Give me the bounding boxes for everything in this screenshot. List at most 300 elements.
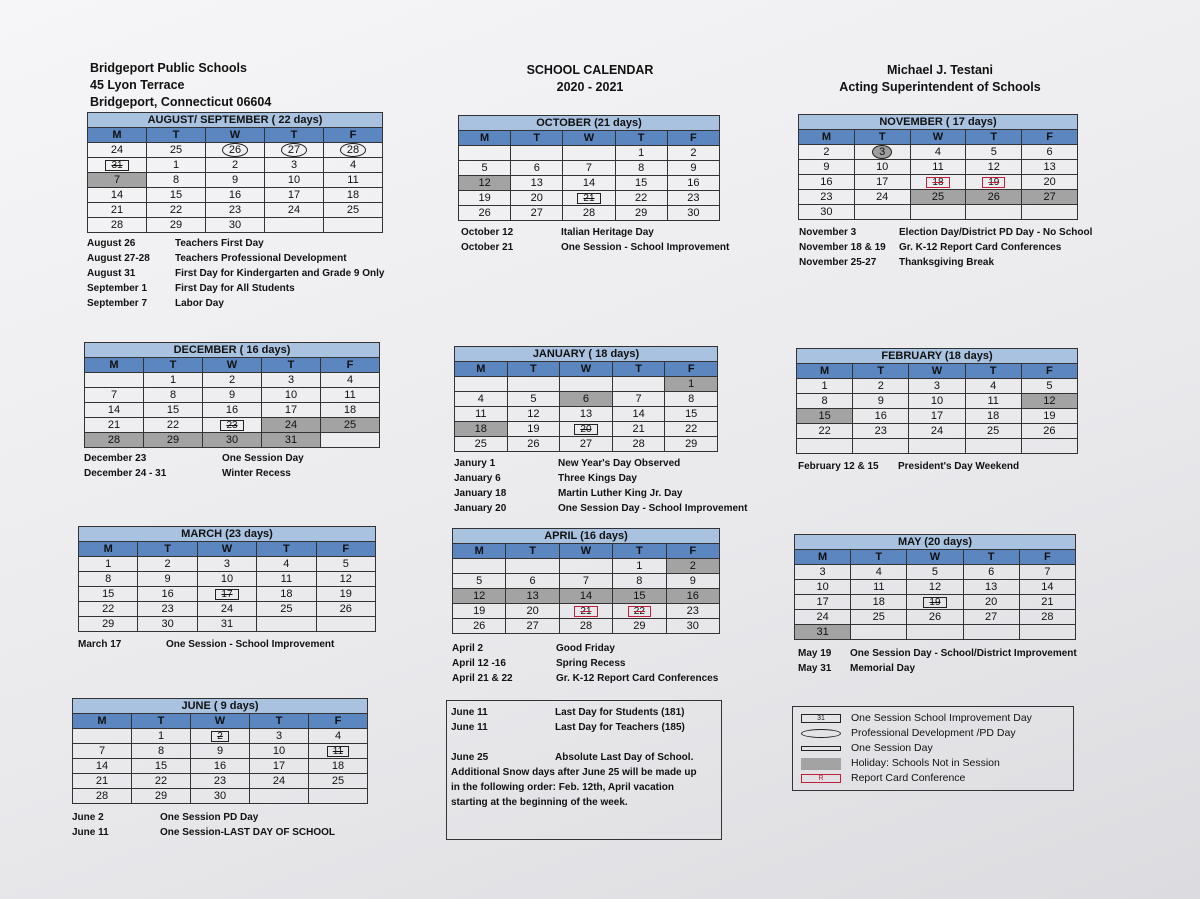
note-row (454, 486, 748, 501)
day-cell: 12 (507, 407, 560, 422)
day-cell: 5 (1021, 379, 1077, 394)
day-cell: 16 (667, 176, 719, 191)
weekday-label: F (316, 542, 375, 557)
day-cell (612, 377, 665, 392)
day-cell: 5 (966, 145, 1022, 160)
day-cell: 13 (560, 407, 613, 422)
day-cell: 7 (73, 744, 132, 759)
day-cell: 3 (909, 379, 965, 394)
weekday-label: F (666, 544, 719, 559)
day-cell: 23 (853, 424, 909, 439)
day-cell: 24 (265, 203, 324, 218)
day-cell: 9 (203, 388, 262, 403)
day-cell: 11 (324, 173, 383, 188)
note-date: August 26 (87, 238, 136, 249)
day-cell: 4 (851, 565, 907, 580)
day-cell: 1 (665, 377, 718, 392)
day-cell: 12 (1021, 394, 1077, 409)
day-cell: 27 (1022, 190, 1078, 205)
note-text: Martin Luther King Jr. Day (558, 488, 683, 499)
day-cell: 3 (250, 729, 309, 744)
week-row (453, 574, 720, 589)
day-number: 18 (926, 177, 949, 188)
weekday-label: T (250, 714, 309, 729)
day-cell: 14 (559, 589, 612, 604)
note-text: Last Day for Teachers (185) (555, 722, 685, 733)
week-row (88, 218, 383, 233)
day-cell: 24 (854, 190, 910, 205)
month-october (458, 115, 720, 221)
note-date: June 25 (451, 752, 489, 763)
day-cell: 16 (191, 759, 250, 774)
month-table (72, 698, 368, 804)
day-cell (321, 433, 380, 448)
week-row (795, 610, 1076, 625)
month-march (78, 526, 376, 632)
day-cell: 19 (507, 422, 560, 437)
day-cell: 1 (615, 146, 667, 161)
note-row (84, 451, 304, 466)
day-cell (563, 191, 615, 206)
day-cell: 18 (851, 595, 907, 610)
snow-day-line: starting at the beginning of the week. (451, 797, 628, 808)
note-text: First Day for All Students (175, 283, 295, 294)
day-cell: 9 (667, 161, 719, 176)
day-cell: 18 (965, 409, 1021, 424)
day-cell: 9 (799, 160, 855, 175)
day-cell: 19 (459, 191, 511, 206)
day-cell: 12 (966, 160, 1022, 175)
notes-february (798, 459, 1019, 474)
week-row (795, 565, 1076, 580)
day-cell: 31 (795, 625, 851, 640)
day-cell (851, 625, 907, 640)
day-cell: 11 (851, 580, 907, 595)
day-cell: 16 (138, 587, 197, 602)
note-text: Good Friday (556, 643, 615, 654)
day-cell: 22 (665, 422, 718, 437)
day-cell: 24 (262, 418, 321, 433)
day-cell (265, 143, 324, 158)
week-row (73, 774, 368, 789)
note-text: Teachers First Day (175, 238, 264, 249)
day-cell: 13 (1022, 160, 1078, 175)
weekday-label: T (854, 130, 910, 145)
note-row (454, 456, 748, 471)
day-cell (797, 439, 853, 454)
week-row (79, 557, 376, 572)
day-cell (907, 625, 963, 640)
weekday-row (73, 714, 368, 729)
day-cell: 2 (799, 145, 855, 160)
note-text: One Session PD Day (160, 812, 259, 823)
day-cell: 12 (907, 580, 963, 595)
day-cell: 31 (197, 617, 256, 632)
week-row (459, 206, 720, 221)
day-cell: 5 (316, 557, 375, 572)
day-cell: 25 (324, 203, 383, 218)
month-table (452, 528, 720, 634)
day-cell: 11 (455, 407, 508, 422)
week-row (797, 409, 1078, 424)
day-cell: 4 (324, 158, 383, 173)
snow-day-line: Additional Snow days after June 25 will be made up (451, 767, 697, 778)
day-cell: 18 (321, 403, 380, 418)
day-cell: 26 (966, 190, 1022, 205)
day-cell: 23 (799, 190, 855, 205)
note-row (452, 656, 718, 671)
day-cell: 29 (615, 206, 667, 221)
day-cell: 8 (797, 394, 853, 409)
note-row (72, 825, 335, 840)
district-street: 45 Lyon Terrace (90, 78, 185, 92)
note-date: February 12 & 15 (798, 461, 879, 472)
weekday-label: T (612, 362, 665, 377)
month-title: APRIL (16 days) (453, 529, 720, 544)
last-day-box (446, 700, 722, 840)
week-row (799, 160, 1078, 175)
day-cell: 30 (138, 617, 197, 632)
weekday-label: M (459, 131, 511, 146)
day-number: 2 (211, 731, 229, 742)
day-cell (854, 205, 910, 220)
week-row (79, 617, 376, 632)
day-cell: 29 (132, 789, 191, 804)
day-cell (206, 143, 265, 158)
month-june (72, 698, 368, 804)
superintendent-block (820, 62, 1060, 96)
note-text: One Session Day - School/District Improvement (850, 648, 1077, 659)
month-title: AUGUST/ SEPTEMBER ( 22 days) (88, 113, 383, 128)
weekday-row (795, 550, 1076, 565)
day-cell: 22 (797, 424, 853, 439)
month-table (454, 346, 718, 452)
day-cell: 28 (85, 433, 144, 448)
weekday-label: W (203, 358, 262, 373)
week-row (88, 203, 383, 218)
month-aug-sep (87, 112, 383, 233)
week-row (799, 145, 1078, 160)
day-cell: 7 (85, 388, 144, 403)
weekday-label: T (511, 131, 563, 146)
month-table (798, 114, 1078, 220)
week-row (79, 602, 376, 617)
day-cell: 12 (459, 176, 511, 191)
day-cell: 4 (455, 392, 508, 407)
weekday-label: M (455, 362, 508, 377)
day-cell: 9 (666, 574, 719, 589)
day-cell: 29 (147, 218, 206, 233)
note-text: New Year's Day Observed (558, 458, 681, 469)
weekday-row (453, 544, 720, 559)
note-date: June 11 (451, 707, 488, 718)
day-cell: 3 (795, 565, 851, 580)
day-cell (459, 146, 511, 161)
note-date: November 25-27 (799, 257, 877, 268)
week-row (799, 175, 1078, 190)
weekday-label: T (507, 362, 560, 377)
day-cell: 25 (309, 774, 368, 789)
day-cell: 10 (909, 394, 965, 409)
weekday-label: F (665, 362, 718, 377)
week-row (88, 188, 383, 203)
day-cell: 8 (79, 572, 138, 587)
day-cell: 15 (797, 409, 853, 424)
weekday-label: F (1021, 364, 1077, 379)
day-number: 21 (577, 193, 600, 204)
week-row (455, 437, 718, 452)
day-cell: 24 (909, 424, 965, 439)
day-cell: 27 (963, 610, 1019, 625)
week-row (455, 422, 718, 437)
week-row (88, 173, 383, 188)
note-text: One Session Day - School Improvement (558, 503, 748, 514)
weekday-label: T (262, 358, 321, 373)
day-cell (455, 377, 508, 392)
day-cell: 14 (612, 407, 665, 422)
day-cell: 14 (563, 176, 615, 191)
month-title: OCTOBER (21 days) (459, 116, 720, 131)
weekday-label: F (309, 714, 368, 729)
week-row (88, 158, 383, 173)
day-cell (853, 439, 909, 454)
week-row (453, 589, 720, 604)
weekday-label: M (797, 364, 853, 379)
weekday-label: M (795, 550, 851, 565)
week-row (85, 373, 380, 388)
month-table (87, 112, 383, 233)
note-row (87, 236, 385, 251)
week-row (85, 388, 380, 403)
day-cell (309, 789, 368, 804)
day-number: 19 (923, 597, 946, 608)
day-cell (203, 418, 262, 433)
day-cell (309, 744, 368, 759)
day-cell: 26 (459, 206, 511, 221)
day-cell: 17 (909, 409, 965, 424)
day-cell (1021, 439, 1077, 454)
notes-june (72, 810, 335, 840)
day-cell: 28 (73, 789, 132, 804)
note-row (87, 251, 385, 266)
weekday-label: T (966, 130, 1022, 145)
day-number: 3 (872, 145, 892, 159)
note-date: December 24 - 31 (84, 468, 167, 479)
month-title: NOVEMBER ( 17 days) (799, 115, 1078, 130)
day-cell: 10 (854, 160, 910, 175)
month-february (796, 348, 1078, 454)
day-cell: 23 (138, 602, 197, 617)
note-date: December 23 (84, 453, 147, 464)
week-row (797, 379, 1078, 394)
notes-march (78, 637, 334, 652)
day-number: 28 (340, 143, 366, 157)
day-cell: 5 (507, 392, 560, 407)
weekday-label: T (965, 364, 1021, 379)
day-cell: 26 (507, 437, 560, 452)
legend-item (801, 711, 1065, 726)
note-row (87, 266, 385, 281)
month-title: MARCH (23 days) (79, 527, 376, 542)
notes-october (461, 225, 729, 255)
note-row (87, 296, 385, 311)
weekday-row (797, 364, 1078, 379)
day-cell: 29 (144, 433, 203, 448)
legend-label: Professional Development /PD Day (851, 727, 1016, 739)
weekday-label: T (963, 550, 1019, 565)
note-row (72, 810, 335, 825)
month-title: FEBRUARY (18 days) (797, 349, 1078, 364)
day-cell: 15 (132, 759, 191, 774)
day-cell: 29 (665, 437, 718, 452)
weekday-row (85, 358, 380, 373)
day-cell (966, 175, 1022, 190)
day-cell: 18 (455, 422, 508, 437)
month-title: DECEMBER ( 16 days) (85, 343, 380, 358)
day-cell: 28 (612, 437, 665, 452)
week-row (795, 625, 1076, 640)
week-row (799, 190, 1078, 205)
day-cell: 8 (615, 161, 667, 176)
day-cell (73, 729, 132, 744)
day-number: 20 (574, 424, 597, 435)
day-cell: 28 (563, 206, 615, 221)
legend-label: One Session School Improvement Day (851, 712, 1032, 724)
weekday-row (799, 130, 1078, 145)
day-cell: 8 (665, 392, 718, 407)
day-cell: 30 (666, 619, 719, 634)
day-cell: 16 (853, 409, 909, 424)
note-date: June 2 (72, 812, 104, 823)
note-text: Gr. K-12 Report Card Conferences (556, 673, 719, 684)
day-cell: 26 (907, 610, 963, 625)
day-cell: 3 (197, 557, 256, 572)
day-cell (265, 218, 324, 233)
day-cell: 26 (453, 619, 506, 634)
day-cell (506, 559, 559, 574)
day-cell: 18 (309, 759, 368, 774)
day-cell: 2 (667, 146, 719, 161)
calendar-title: SCHOOL CALENDAR (526, 63, 654, 77)
day-cell (563, 146, 615, 161)
day-cell: 23 (666, 604, 719, 619)
month-title: JANUARY ( 18 days) (455, 347, 718, 362)
district-address (90, 60, 271, 111)
day-number: 21 (574, 606, 597, 617)
day-cell: 19 (316, 587, 375, 602)
day-cell: 16 (666, 589, 719, 604)
legend-label: Holiday: Schools Not in Session (851, 757, 1000, 769)
day-cell: 28 (88, 218, 147, 233)
day-cell: 16 (203, 403, 262, 418)
weekday-label: T (265, 128, 324, 143)
day-cell: 26 (316, 602, 375, 617)
day-cell: 17 (795, 595, 851, 610)
month-table (84, 342, 380, 448)
day-number: 22 (628, 606, 651, 617)
note-row (798, 459, 1019, 474)
day-cell: 18 (257, 587, 316, 602)
note-date: April 21 & 22 (452, 673, 513, 684)
weekday-label: W (907, 550, 963, 565)
day-cell: 2 (666, 559, 719, 574)
day-cell: 20 (506, 604, 559, 619)
day-cell: 2 (138, 557, 197, 572)
week-row (73, 744, 368, 759)
day-cell: 8 (144, 388, 203, 403)
legend-label: Report Card Conference (851, 772, 966, 784)
day-cell: 25 (455, 437, 508, 452)
day-cell: 8 (613, 574, 666, 589)
note-row (454, 501, 748, 516)
week-row (453, 619, 720, 634)
week-row (453, 604, 720, 619)
day-cell: 27 (506, 619, 559, 634)
day-cell: 9 (206, 173, 265, 188)
day-cell: 25 (910, 190, 966, 205)
day-cell: 13 (963, 580, 1019, 595)
day-cell: 10 (795, 580, 851, 595)
day-cell: 27 (511, 206, 563, 221)
week-row (459, 191, 720, 206)
weekday-label: F (1022, 130, 1078, 145)
note-date: June 11 (72, 827, 109, 838)
day-cell (909, 439, 965, 454)
day-cell: 6 (963, 565, 1019, 580)
month-table (78, 526, 376, 632)
district-name: Bridgeport Public Schools (90, 61, 247, 75)
month-november (798, 114, 1078, 220)
day-cell (453, 559, 506, 574)
month-table (796, 348, 1078, 454)
note-row (799, 255, 1092, 270)
weekday-label: M (453, 544, 506, 559)
day-cell: 8 (147, 173, 206, 188)
day-cell (907, 595, 963, 610)
day-cell: 2 (206, 158, 265, 173)
week-row (455, 407, 718, 422)
holiday-swatch-icon (801, 758, 841, 770)
notes-april (452, 641, 718, 686)
note-row (78, 637, 334, 652)
note-text: Last Day for Students (181) (555, 707, 685, 718)
day-cell: 21 (73, 774, 132, 789)
week-row (797, 439, 1078, 454)
last-day-row (451, 750, 721, 765)
day-number: 19 (982, 177, 1005, 188)
week-row (85, 433, 380, 448)
note-text: Italian Heritage Day (561, 227, 654, 238)
day-cell: 18 (324, 188, 383, 203)
day-cell (257, 617, 316, 632)
day-cell: 20 (511, 191, 563, 206)
weekday-label: M (88, 128, 147, 143)
note-text: One Session - School Improvement (166, 639, 335, 650)
day-cell (854, 145, 910, 160)
day-cell: 3 (265, 158, 324, 173)
day-cell: 4 (309, 729, 368, 744)
weekday-label: T (506, 544, 559, 559)
note-date: January 6 (454, 473, 501, 484)
weekday-label: T (138, 542, 197, 557)
day-cell: 1 (797, 379, 853, 394)
weekday-label: W (206, 128, 265, 143)
day-cell: 20 (1022, 175, 1078, 190)
week-row (79, 572, 376, 587)
note-text: One Session Day (222, 453, 304, 464)
note-text: One Session-LAST DAY OF SCHOOL (160, 827, 336, 838)
day-cell: 16 (799, 175, 855, 190)
